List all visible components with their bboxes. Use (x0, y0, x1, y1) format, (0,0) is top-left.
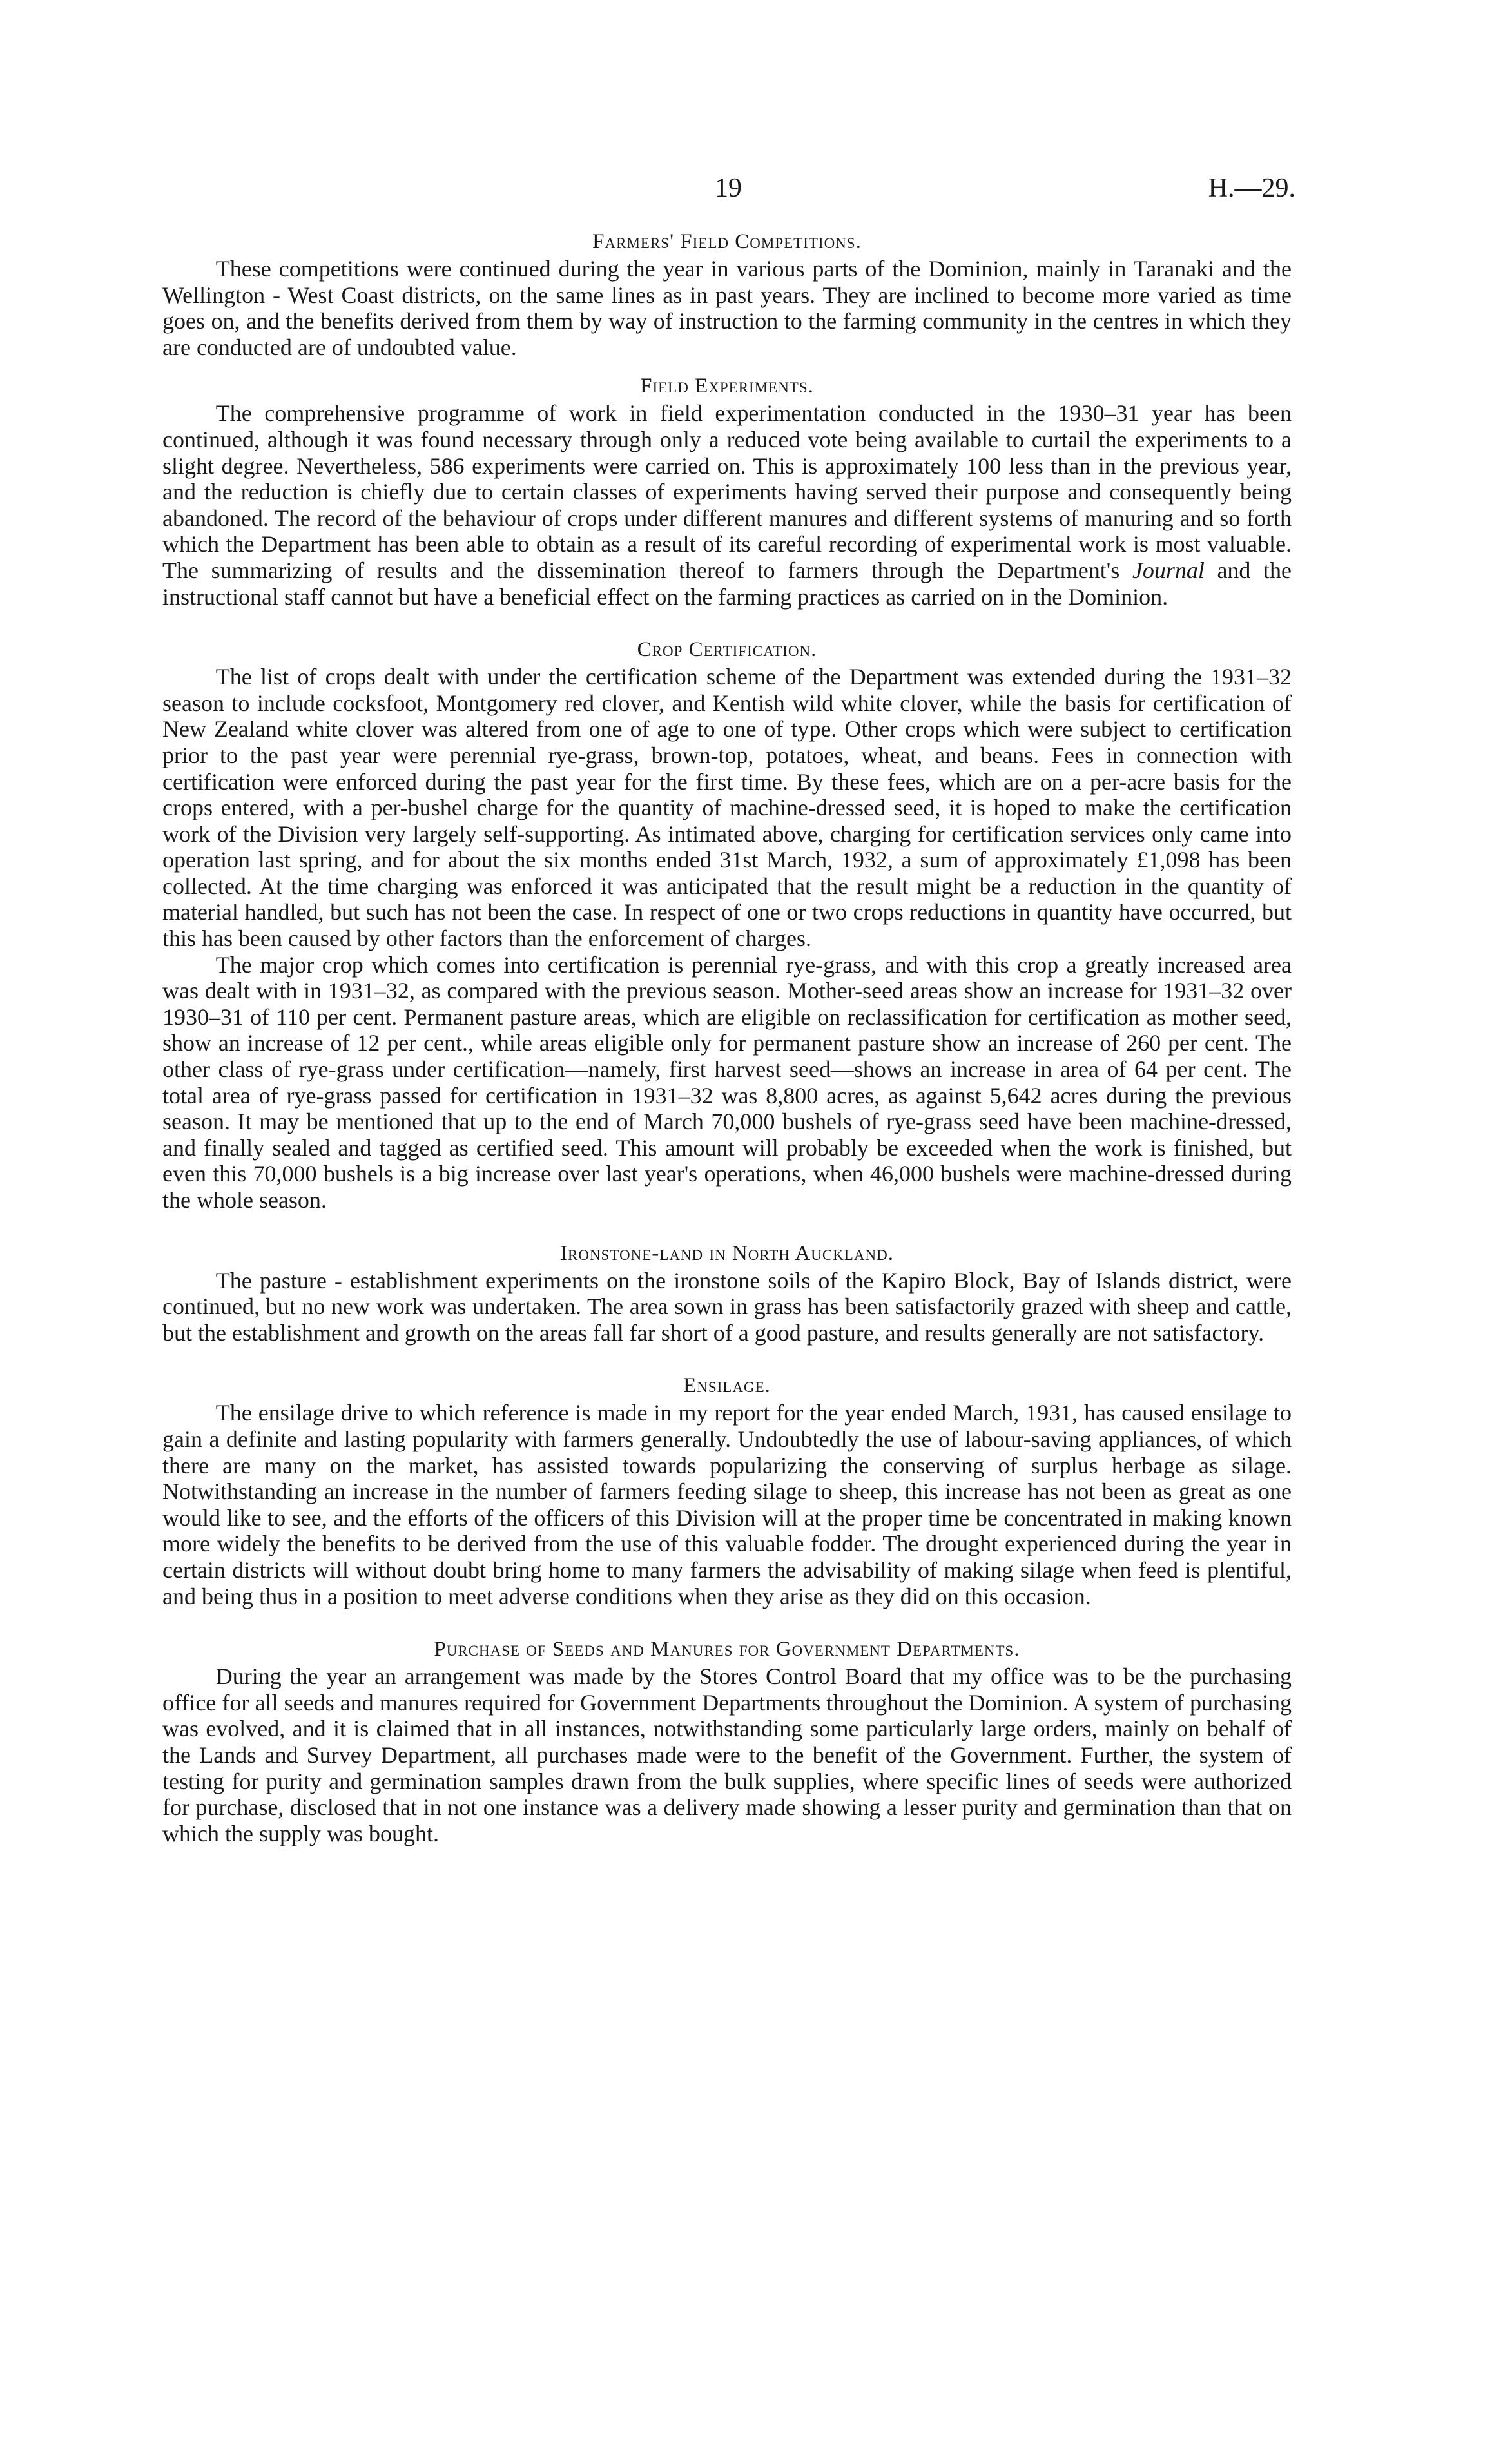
paragraph: These competitions were continued during the year in various parts of the Dominion, mainly in Taranaki and the Wellington - West Coast districts, on the same lines as in past years. They are inclined to become more varied as time goes on, and the benefits derived from them by way of instruction to the farming community in the centres in which they are conducted are of undoubted value. (162, 256, 1292, 360)
paragraph: During the year an arrangement was made by the Stores Control Board that my office was to be the purchasing office for all seeds and manures required for Government Departments throughout the Dominion. A system of purchasing was evolved, and it is claimed that in all instances, notwithstanding some particularly large orders, mainly on behalf of the Lands and Survey Department, all purchases made were to the benefit of the Government. Further, the system of testing for purity and germination samples drawn from the bulk supplies, where specific lines of seeds were authorized for purchase, disclosed that in not one instance was a delivery made showing a lesser purity and germination than that on which the supply was bought. (162, 1663, 1292, 1846)
section-title-field-experiments: Field Experiments. (640, 374, 814, 398)
paragraph: The pasture - establishment experiments on the ironstone soils of the Kapiro Block, Bay of Islands district, were continued, but no new work was undertaken. The area sown in grass has been satisfactorily grazed with sheep and cattle, but the establishment and growth on the areas fall far short of a good pasture, and results generally are not satisfactory. (162, 1267, 1292, 1346)
paragraph: The major crop which comes into certification is perennial rye-grass, and with this crop a greatly increased area was dealt with in 1931–32, as compared with the previous season. Mother-seed areas show an increase for 1931–32 over 1930–31 of 110 per cent. Permanent pasture areas, which are eligible on reclassification for certification as mother seed, show an increase of 12 per cent., while areas eligible only for permanent pasture show an increase of 260 per cent. The other class of rye-grass under certification—namely, first harvest seed—shows an increase in area of 64 per cent. The total area of rye-grass passed for certification in 1931–32 was 8,800 acres, as against 5,642 acres during the previous season. It may be mentioned that up to the end of March 70,000 bushels of rye-grass seed have been machine-dressed, and finally sealed and tagged as certified seed. This amount will probably be exceeded when the work is finished, but even this 70,000 bushels is a big increase over last year's operations, when 46,000 bushels were machine-dressed during the whole season. (162, 951, 1292, 1213)
document-body (162, 229, 1292, 1846)
section-title-purchase-of-seeds: Purchase of Seeds and Manures for Government Departments. (434, 1638, 1020, 1662)
page-number: 19 (715, 173, 742, 203)
section-title-ensilage: Ensilage. (683, 1374, 771, 1398)
section-title-crop-certification: Crop Certification. (637, 638, 817, 662)
section-title-farmers-field-competitions: Farmers' Field Competitions. (592, 230, 862, 253)
journal-title: Journal (1132, 557, 1205, 583)
paragraph: The list of crops dealt with under the certification scheme of the Department was extended during the 1931–32 season to include cocksfoot, Montgomery red clover, and Kentish wild white clover, while the basis for certification of New Zealand white clover was altered from one of age to one of type. Other crops which were subject to certification prior to the past year were perennial rye-grass, brown-top, potatoes, wheat, and beans. Fees in connection with certification were enforced during the past year for the first time. By these fees, which are on a per-acre basis for the crops entered, with a per-bushel charge for the quantity of machine-dressed seed, it is hoped to make the certification work of the Division very largely self-supporting. As intimated above, charging for certification services only came into operation last spring, and for about the six months ended 31st March, 1932, a sum of approximately £1,098 has been collected. At the time charging was enforced it was anticipated that the result might be a reduction in the quantity of material handled, but such has not been the case. In respect of one or two crops reductions in quantity have occurred, but this has been caused by other factors than the enforcement of charges. (162, 664, 1292, 952)
paragraph: The comprehensive programme of work in field experimentation conducted in the 1930–31 year has been continued, although it was found necessary through only a reduced vote being available to curtail the experiments to a slight degree. Nevertheless, 586 experiments were carried on. This is approximately 100 less than in the previous year, and the reduction is chiefly due to certain classes of experiments having served their purpose and consequently being abandoned. The record of the behaviour of crops under different manures and different systems of manuring and so forth which the Department has been able to obtain as a result of its careful recording of experimental work is most valuable. The summarizing of results and the dissemination thereof to farmers through the Department's Journal and the instructional staff cannot but have a beneficial effect on the farming practices as carried on in the Dominion. (162, 400, 1292, 610)
page-header (161, 173, 1295, 211)
section-title-ironstone-land: Ironstone-land in North Auckland. (560, 1241, 894, 1265)
document-reference: H.—29. (1208, 173, 1295, 203)
paragraph: The ensilage drive to which reference is made in my report for the year ended March, 1931, has caused ensilage to gain a definite and lasting popularity with farmers generally. Undoubtedly the use of labour-saving appliances, of which there are many on the market, has assisted towards popularizing the conserving of surplus herbage as silage. Notwithstanding an increase in the number of farmers feeding silage to sheep, this increase has not been as great as one would like to see, and the efforts of the officers of this Division will at the proper time be concentrated in making known more widely the benefits to be derived from the use of this valuable fodder. The drought experienced during the year in certain districts will without doubt bring home to many farmers the advisability of making silage when feed is plentiful, and being thus in a position to meet adverse conditions when they arise as they did on this occasion. (162, 1400, 1292, 1609)
